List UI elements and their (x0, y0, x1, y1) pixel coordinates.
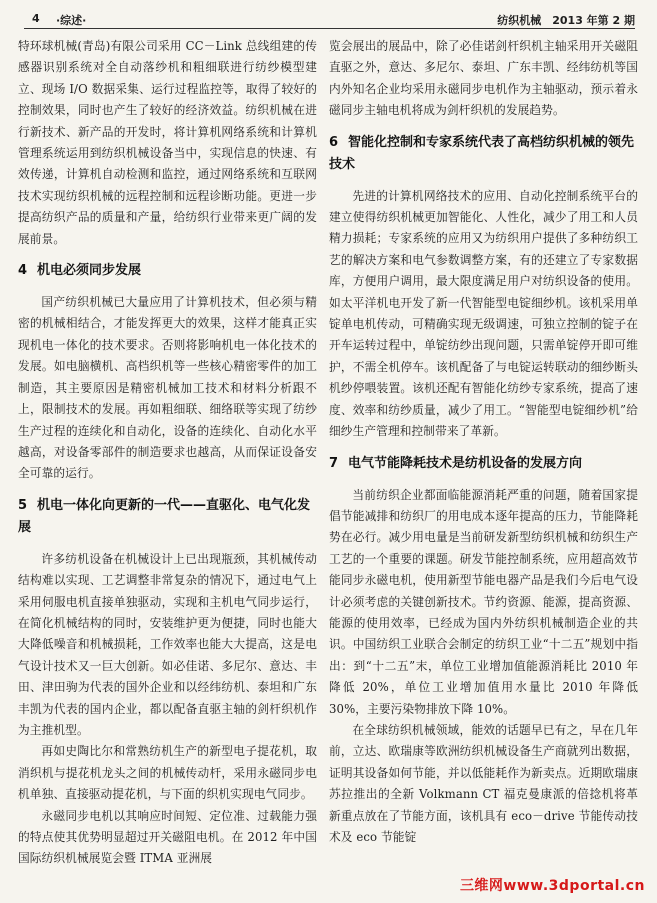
paragraph: 特环球机械(青岛)有限公司采用 CC－Link 总线组建的传感器识别系统对全自动落纱机和粗细联进行纺纱模型建立、现场 I/O 数据采集、运行过程监控等，取得了较好的控制效果，同时也产生了较好的经济效益。纺织机械在进行新技术、新产品的开发时，将计算机网络系统和计算机管理系统运用到纺织机械设备当中，实现信息的快速、有效传递，计算机自动检测和监控，通过网络系统和互联网技术实现纺织机械的远程控制和远程诊断功能。更进一步提高纺织产品的质量和产量，给纺织行业带来更广阔的发展前景。 (18, 39, 317, 246)
paragraph: 再如史陶比尔和常熟纺机生产的新型电子提花机，取消织机与提花机龙头之间的机械传动杆，采用永磁同步电机单独、直接驱动提花机，与下面的织机实现电气同步。 (18, 744, 317, 802)
right-column (329, 36, 638, 848)
page-number: 4 (32, 12, 40, 25)
paragraph: 当前纺织企业都面临能源消耗严重的问题，随着国家提倡节能减排和纺织厂的用电成本逐年提高的压力，节能降耗势在必行。减少用电量是当前研发新型纺织机械和纺织生产工艺的一个重要的课题。研发节能控制系统，应用超高效节能同步永磁电机，使用新型节能电器产品是我们今后电气设计必须考虑的关键创新技术。节约资源、能源，提高资源、能源的使用效率，已经成为国内外纺织机械制造企业的共识。中国纺织工业联合会制定的纺织工业“十二五”规划中指出：到“十二五”末，单位工业增加值能源消耗比 2010 年降低 20%，单位工业增加值用水量比 2010 年降低 30%，主要污染物排放下降 10%。 (329, 487, 638, 716)
paragraph: 永磁同步电机以其响应时间短、定位准、过载能力强的特点使其优势明显超过开关磁阻电机。在 2012 年中国国际纺织机械展览会暨 ITMA 亚洲展 (18, 808, 317, 866)
section-label: ·综述· (56, 14, 87, 27)
paragraph: 先进的计算机网络技术的应用、自动化控制系统平台的建立使得纺织机械更加智能化、人性化，减少了用工和人员精力损耗；专家系统的应用又为纺织用户提供了多种纺织工艺的解决方案和电气参数调整方案，有的还建立了专家数据库，方便用户调用，最大限度满足用户对纺织设备的使用。如太平洋机电开发了新一代智能型电锭细纱机。该机采用单锭单电机传动，可精确实现无级调速，可独立控制的锭子在开车运转过程中，单锭纺纱出现问题，只需单锭停开即可维护，不需全机停车。该机配备了与电锭运转联动的细纱断头机纱停喂装置。该机还配有智能化纺纱专家系统，提高了速度、效率和纺纱质量，减少了用工。“智能型电锭细纱机”给细纱生产管理和控制带来了革新。 (329, 188, 638, 439)
header-rule (24, 28, 635, 29)
section-heading-4: 4 机电必须同步发展 (18, 263, 142, 279)
paragraph: 许多纺机设备在机械设计上已出现瓶颈，其机械传动结构难以实现、工艺调整非常复杂的情况下，通过电气上采用伺服电机直接单独驱动，实现和主机电气同步运行，在简化机械结构的同时，安装维护更为便捷，同时也能大大降低噪音和机械损耗，工作效率也能大大提高，这是电气设计技术又一巨大创新。如必佳诺、多尼尔、意达、丰田、津田驹为代表的国外企业和以经纬纺机、泰坦和广东丰凯为代表的国内企业，都以配备直驱主轴的剑杆织机作为主推机型。 (18, 551, 317, 737)
paragraph: 国产纺织机械已大量应用了计算机技术，但必须与精密的机械相结合，才能发挥更大的效果，这样才能真正实现机电一体化的技术要求。否则将影响机电一体化技术的发展。如电脑横机、高档织机等一些核心精密零件的加工制造，其主要原因是精密机械加工技术和材料分析跟不上，限制技术的发展。再如粗细联、细络联等实现了纺纱生产过程的连续化和自动化，设备的连续化、自动化水平越高，对设备零部件的制造要求也越高，从而保证设备安全可靠的运行。 (18, 295, 317, 481)
left-column (18, 36, 317, 870)
watermark-logo: 三维网www.3dportal.cn (459, 878, 645, 894)
journal-issue: 纺织机械 2013 年第 2 期 (497, 14, 635, 27)
paragraph: 在全球纺织机械领域，能效的话题早已有之，早在几年前，立达、欧瑞康等欧洲纺织机械设备生产商就列出数据，证明其设备如何节能，并以低能耗作为新卖点。近期欧瑞康苏拉推出的全新 Volkmann CT 福克曼康派的倍捻机将革新重点放在了节能方面，该机具有 eco－drive 节能传动技术及 eco 节能锭 (329, 722, 638, 844)
page-header (24, 8, 635, 30)
section-heading-6: 6 智能化控制和专家系统代表了高档纺织机械的领先技术 (329, 134, 635, 172)
section-heading-7: 7 电气节能降耗技术是纺机设备的发展方向 (329, 455, 583, 471)
paragraph: 览会展出的展品中，除了必佳诺剑杆织机主轴采用开关磁阻直驱之外，意达、多尼尔、泰坦、广东丰凯、经纬纺机等国内外知名企业均采用永磁同步电机作为主轴驱动，预示着永磁同步主轴电机将成为剑杆织机的发展趋势。 (329, 39, 638, 118)
section-heading-5: 5 机电一体化向更新的一代——直驱化、电气化发展 (18, 497, 311, 535)
